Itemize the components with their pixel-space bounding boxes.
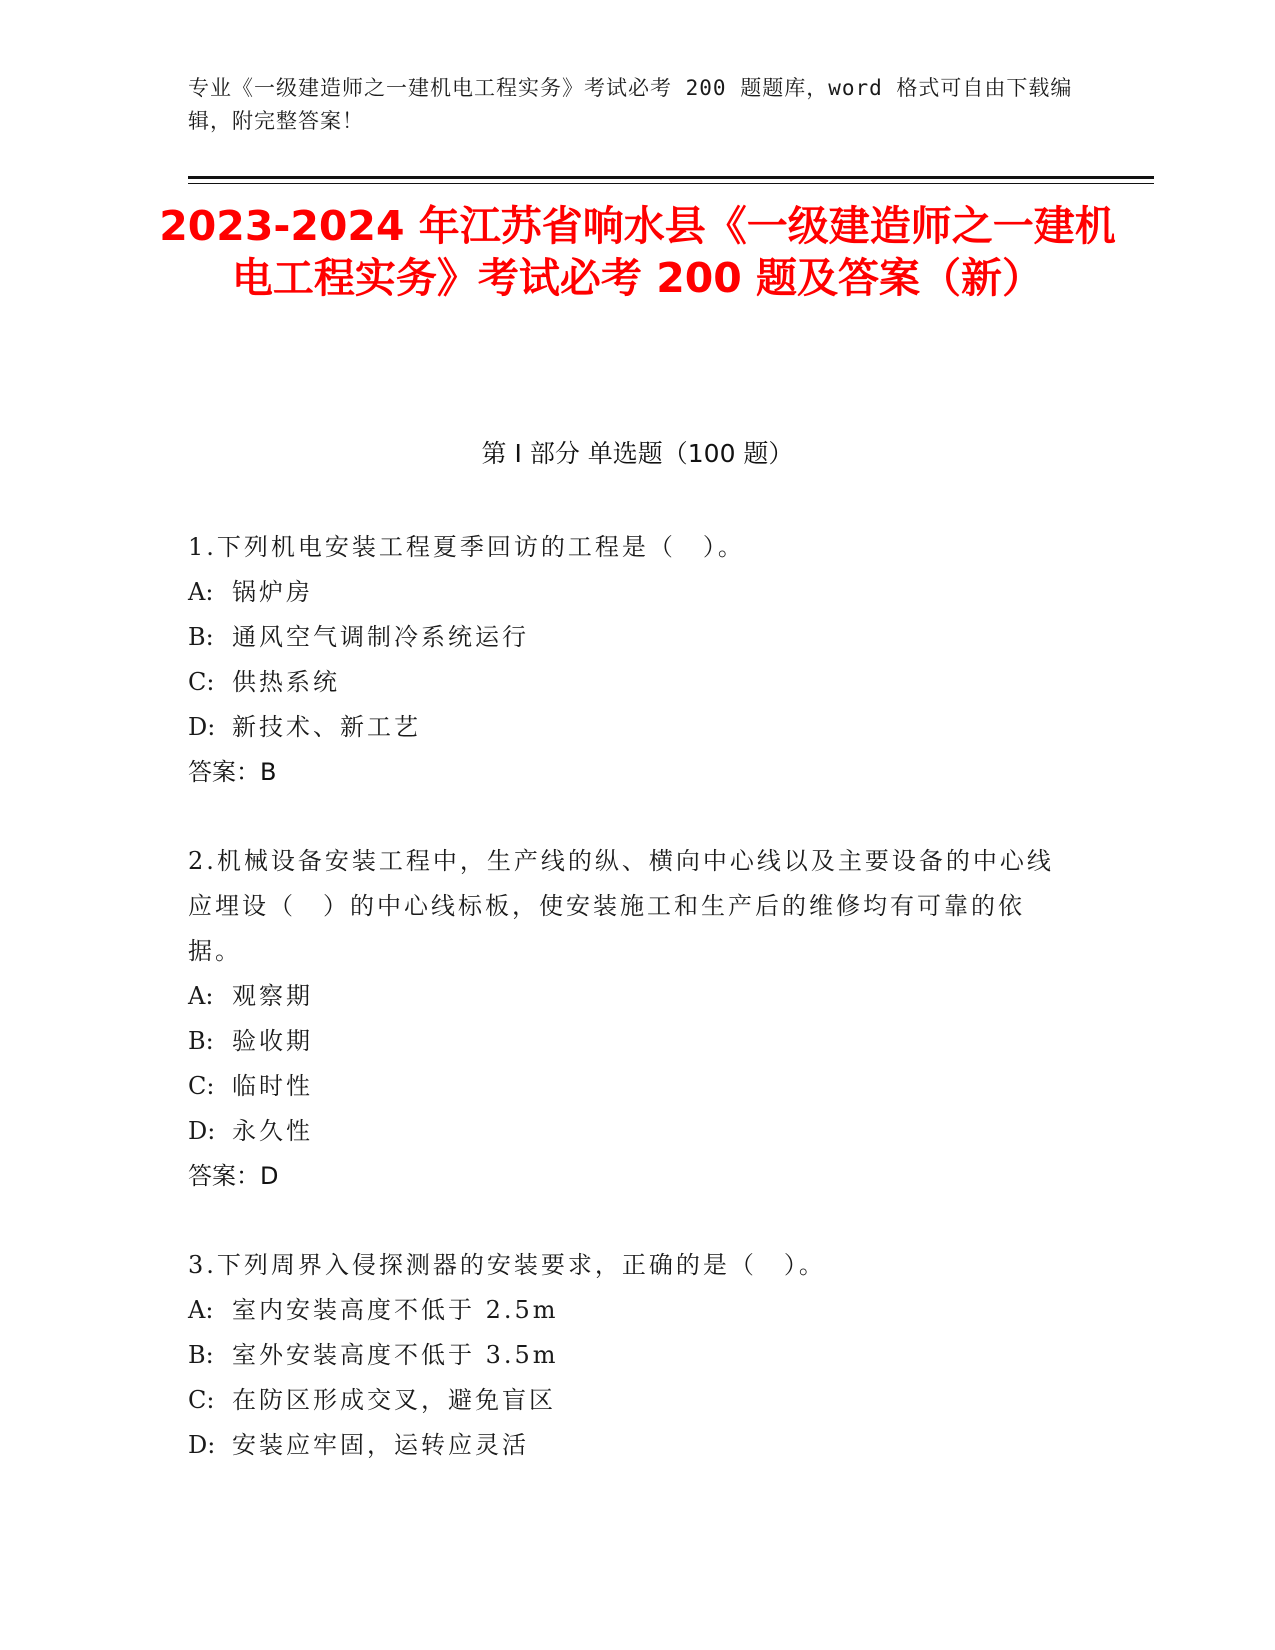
header-divider-thin xyxy=(188,183,1154,184)
option-text: 室内安装高度不低于 2.5m xyxy=(232,1296,559,1324)
section-title: 第 I 部分 单选题（100 题） xyxy=(481,439,794,468)
question-list xyxy=(188,525,1068,1512)
option-letter: B: xyxy=(188,623,214,651)
option-letter: A: xyxy=(188,1296,214,1324)
option-d xyxy=(188,1109,1068,1154)
option-c xyxy=(188,1064,1068,1109)
option-a xyxy=(188,1288,1068,1333)
option-b xyxy=(188,615,1068,660)
document-title: 2023-2024 年江苏省响水县《一级建造师之一建机电工程实务》考试必考 200 题及答案（新） xyxy=(159,202,1116,302)
option-c xyxy=(188,660,1068,705)
option-letter: D: xyxy=(188,1117,216,1145)
question-stem: 1.下列机电安装工程夏季回访的工程是（ ）。 xyxy=(188,533,745,561)
question-stem: 3.下列周界入侵探测器的安装要求，正确的是（ ）。 xyxy=(188,1251,826,1279)
option-text: 室外安装高度不低于 3.5m xyxy=(232,1341,559,1369)
option-text: 通风空气调制冷系统运行 xyxy=(232,623,529,651)
question-item xyxy=(188,839,1068,1199)
option-b xyxy=(188,1333,1068,1378)
header-note: 专业《一级建造师之一建机电工程实务》考试必考 200 题题库，word 格式可自由下载编辑，附完整答案！ xyxy=(188,76,1073,133)
option-letter: A: xyxy=(188,982,214,1010)
option-text: 新技术、新工艺 xyxy=(232,713,421,741)
question-item xyxy=(188,525,1068,795)
option-letter: C: xyxy=(188,1072,215,1100)
option-letter: C: xyxy=(188,668,215,696)
option-letter: D: xyxy=(188,1431,216,1459)
option-letter: D: xyxy=(188,713,216,741)
option-text: 在防区形成交叉，避免盲区 xyxy=(232,1386,556,1414)
question-item xyxy=(188,1243,1068,1468)
option-letter: C: xyxy=(188,1386,215,1414)
option-text: 锅炉房 xyxy=(232,578,313,606)
answer: 答案：D xyxy=(188,1162,279,1190)
option-text: 安装应牢固，运转应灵活 xyxy=(232,1431,529,1459)
option-letter: A: xyxy=(188,578,214,606)
option-a xyxy=(188,974,1068,1019)
option-b xyxy=(188,1019,1068,1064)
option-text: 临时性 xyxy=(232,1072,313,1100)
option-text: 永久性 xyxy=(232,1117,313,1145)
option-letter: B: xyxy=(188,1027,214,1055)
option-text: 观察期 xyxy=(232,982,313,1010)
option-letter: B: xyxy=(188,1341,214,1369)
question-stem: 2.机械设备安装工程中，生产线的纵、横向中心线以及主要设备的中心线应埋设（ ）的中心线标板，使安装施工和生产后的维修均有可靠的依据。 xyxy=(188,847,1054,965)
answer: 答案：B xyxy=(188,758,277,786)
option-d xyxy=(188,1423,1068,1468)
option-d xyxy=(188,705,1068,750)
option-a xyxy=(188,570,1068,615)
header-divider-thick xyxy=(188,176,1154,179)
option-text: 验收期 xyxy=(232,1027,313,1055)
option-text: 供热系统 xyxy=(232,668,340,696)
option-c xyxy=(188,1378,1068,1423)
